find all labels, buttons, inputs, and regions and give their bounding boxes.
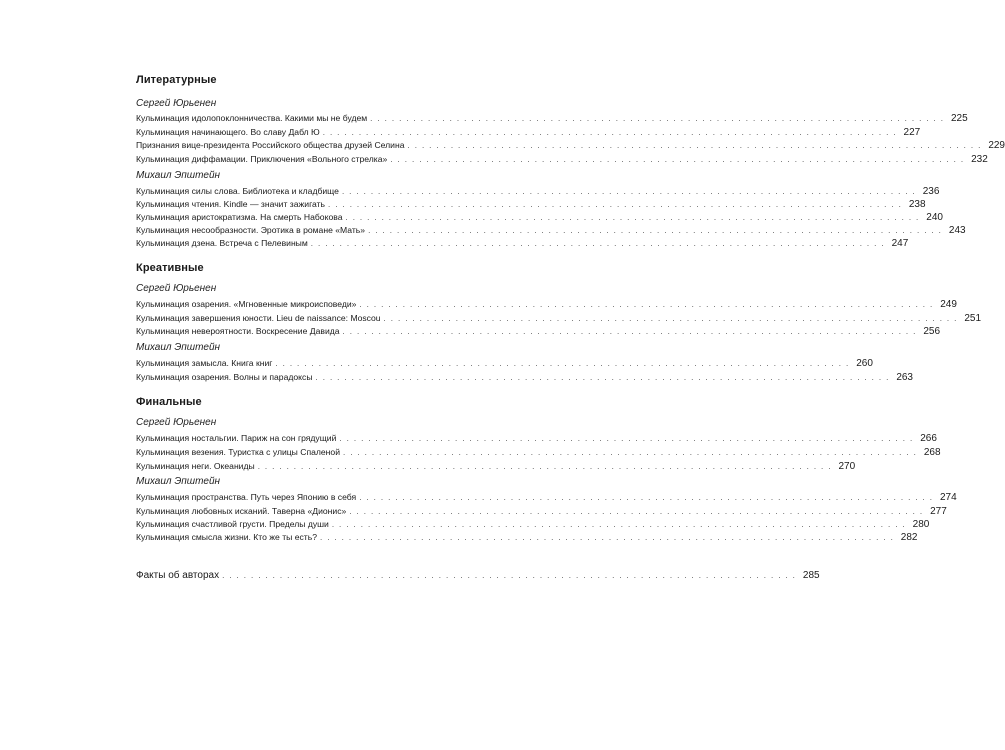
page-number: 240 (926, 212, 943, 223)
entry-title: Кульминация завершения юности. Lieu de naissance: Moscou (136, 313, 381, 323)
author-name: Михаил Эпштейн (136, 170, 221, 181)
toc-entry[interactable] (136, 139, 1005, 152)
toc-entry[interactable] (136, 432, 937, 445)
entry-title: Кульминация идолопоклонничества. Какими мы не будем (136, 113, 368, 123)
toc-entry[interactable] (136, 211, 943, 224)
page-number: 236 (922, 186, 940, 197)
toc-entry[interactable] (136, 371, 913, 384)
page-number: 280 (912, 519, 930, 530)
author-name: Михаил Эпштейн (136, 476, 221, 487)
page-number: 247 (891, 238, 909, 249)
page-number: 274 (940, 492, 957, 503)
page-number: 260 (856, 358, 873, 369)
toc-entry[interactable] (136, 126, 921, 139)
page-number: 277 (930, 506, 947, 517)
page-number: 249 (940, 299, 957, 310)
dot-leader: ................................................................................ (370, 114, 948, 123)
page-number: 238 (908, 199, 926, 210)
toc-entry[interactable] (136, 224, 966, 237)
entry-title: Кульминация озарения. Волны и парадоксы (136, 372, 313, 382)
page-number: 268 (923, 447, 941, 458)
page-number: 243 (948, 225, 966, 236)
author-name: Михаил Эпштейн (136, 342, 221, 353)
section-title-creative: Креативные (136, 262, 204, 274)
toc-entry[interactable] (136, 460, 856, 473)
entry-title: Кульминация везения. Туристка с улицы Спаленой (136, 447, 341, 457)
page-number: 251 (964, 313, 982, 324)
toc-entry[interactable] (136, 531, 918, 544)
entry-title: Кульминация силы слова. Библиотека и кладбище (136, 186, 339, 196)
dot-leader: ................................................................................ (359, 300, 938, 309)
entry-title: Кульминация смысла жизни. Кто же ты есть? (136, 532, 317, 542)
author-name: Сергей Юрьенен (136, 98, 217, 109)
entry-title: Кульминация счастливой грусти. Пределы души (136, 519, 329, 529)
dot-leader: ................................................................................ (322, 128, 901, 137)
dot-leader: ................................................................................ (319, 533, 898, 542)
toc-entry[interactable] (136, 153, 988, 166)
page-number: 263 (896, 372, 913, 383)
page-number: 225 (950, 113, 968, 124)
dot-leader: ................................................................................ (331, 520, 910, 529)
dot-leader: ................................................................................ (349, 507, 928, 516)
dot-leader: ................................................................................ (328, 200, 906, 209)
page-number: 229 (988, 140, 1005, 151)
page-number: 285 (802, 570, 820, 581)
entry-title: Кульминация начинающего. Во славу Дабл Ю (136, 127, 320, 137)
page-number: 227 (903, 127, 921, 138)
toc-entry[interactable] (136, 446, 941, 459)
entry-title: Кульминация чтения. Kindle — значит зажигать (136, 199, 326, 209)
dot-leader: ................................................................................ (222, 571, 800, 580)
entry-title: Кульминация ностальгии. Париж на сон грядущий (136, 433, 337, 443)
entry-title: Кульминация диффамации. Приключения «Вольного стрелка» (136, 154, 388, 164)
dot-leader: ................................................................................ (368, 226, 946, 235)
section-title-final: Финальные (136, 396, 202, 408)
page-number: 282 (900, 532, 918, 543)
entry-title: Кульминация невероятности. Воскресение Давида (136, 326, 340, 336)
page-number: 256 (923, 326, 941, 337)
dot-leader: ................................................................................ (343, 448, 921, 457)
entry-title: Кульминация неги. Океаниды (136, 461, 255, 471)
dot-leader: ................................................................................ (390, 155, 969, 164)
dot-leader: ................................................................................ (345, 213, 924, 222)
toc-entry[interactable] (136, 357, 873, 370)
toc-entry[interactable] (136, 112, 968, 125)
toc-entry[interactable] (136, 491, 957, 504)
toc-entry-facts[interactable] (136, 569, 820, 583)
toc-entry[interactable] (136, 185, 940, 198)
author-name: Сергей Юрьенен (136, 417, 217, 428)
section-title-literary: Литературные (136, 74, 217, 86)
toc-entry[interactable] (136, 298, 957, 311)
dot-leader: ................................................................................ (339, 434, 918, 443)
entry-title: Кульминация любовных исканий. Таверна «Дионис» (136, 506, 347, 516)
toc-entry[interactable] (136, 518, 930, 531)
entry-title: Кульминация несообразности. Эротика в романе «Мать» (136, 225, 366, 235)
toc-entry[interactable] (136, 237, 909, 250)
dot-leader: ................................................................................ (383, 314, 962, 323)
dot-leader: ................................................................................ (359, 493, 937, 502)
page-number: 266 (920, 433, 937, 444)
toc-entry[interactable] (136, 325, 941, 338)
dot-leader: ................................................................................ (341, 187, 920, 196)
author-name: Сергей Юрьенен (136, 283, 217, 294)
dot-leader: ................................................................................ (310, 239, 889, 248)
entry-title: Кульминация дзена. Встреча с Пелевиным (136, 238, 308, 248)
entry-title: Кульминация замысла. Книга книг (136, 358, 273, 368)
toc-entry[interactable] (136, 312, 982, 325)
dot-leader: ................................................................................ (275, 359, 854, 368)
entry-title: Кульминация аристократизма. На смерть Набокова (136, 212, 343, 222)
dot-leader: ................................................................................ (257, 462, 836, 471)
page-number: 232 (971, 154, 988, 165)
dot-leader: ................................................................................ (407, 141, 986, 150)
dot-leader: ................................................................................ (315, 373, 894, 382)
page-number: 270 (838, 461, 856, 472)
toc-entry[interactable] (136, 198, 926, 211)
toc-entry[interactable] (136, 505, 947, 518)
entry-title: Признания вице-президента Российского общества друзей Селина (136, 140, 405, 150)
entry-title: Факты об авторах (136, 570, 220, 581)
entry-title: Кульминация озарения. «Мгновенные микроисповеди» (136, 299, 357, 309)
dot-leader: ................................................................................ (342, 327, 921, 336)
entry-title: Кульминация пространства. Путь через Японию в себя (136, 492, 357, 502)
